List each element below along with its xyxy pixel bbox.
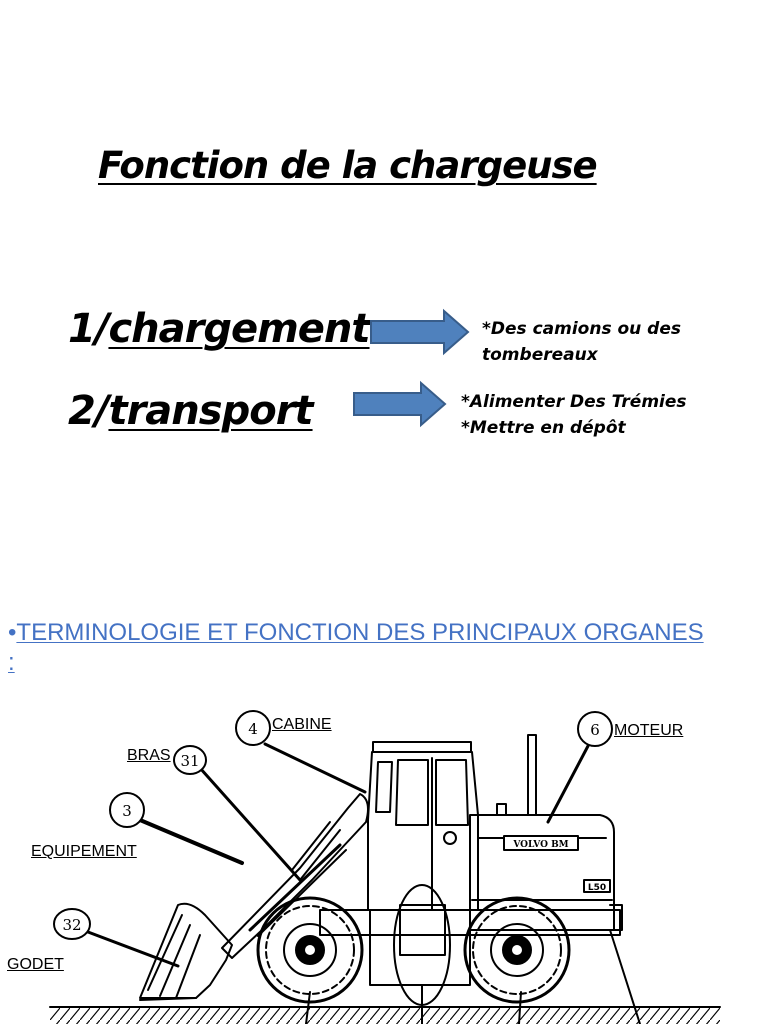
arrow-right-icon [368,308,472,356]
function-2-detail-line: *Mettre en dépôt [461,418,626,438]
label-bras: BRAS [127,747,171,764]
ground-hatch [50,1008,720,1024]
wheel-loader-diagram [0,690,768,1024]
callout-32: 32 [62,916,82,934]
bullet: • [8,619,17,646]
label-cabine: CABINE [272,716,332,733]
function-1-details [482,316,681,368]
function-2 [68,388,313,434]
arrow-right-icon [351,380,451,428]
terminology-heading-text[interactable]: TERMINOLOGIE ET FONCTION DES PRINCIPAUX ORGANES : [8,619,704,676]
function-2-number: 2/ [68,388,109,434]
hood-text: VOLVO BM [513,840,569,850]
function-2-details [461,389,687,441]
label-equipement: EQUIPEMENT [31,843,137,860]
page-title: Fonction de la chargeuse [98,144,597,187]
callout-3: 3 [122,802,132,820]
callout-31: 31 [180,752,200,770]
function-1 [68,306,370,352]
bucket [140,904,232,998]
function-1-number: 1/ [68,306,109,352]
label-moteur: MOTEUR [614,722,684,739]
model-text: L50 [587,883,607,893]
function-1-detail-line: *Des camions ou des [482,319,681,339]
function-2-name: transport [108,388,313,434]
terminology-heading[interactable] [8,618,708,678]
callout-6: 6 [590,721,600,739]
cab-frame [368,752,478,910]
function-2-detail-line: *Alimenter Des Trémies [461,392,687,412]
function-1-detail-line: tombereaux [482,345,598,365]
exhaust-stack [528,735,536,815]
function-1-name: chargement [108,306,370,352]
label-godet: GODET [7,956,64,973]
callout-4: 4 [248,720,258,738]
